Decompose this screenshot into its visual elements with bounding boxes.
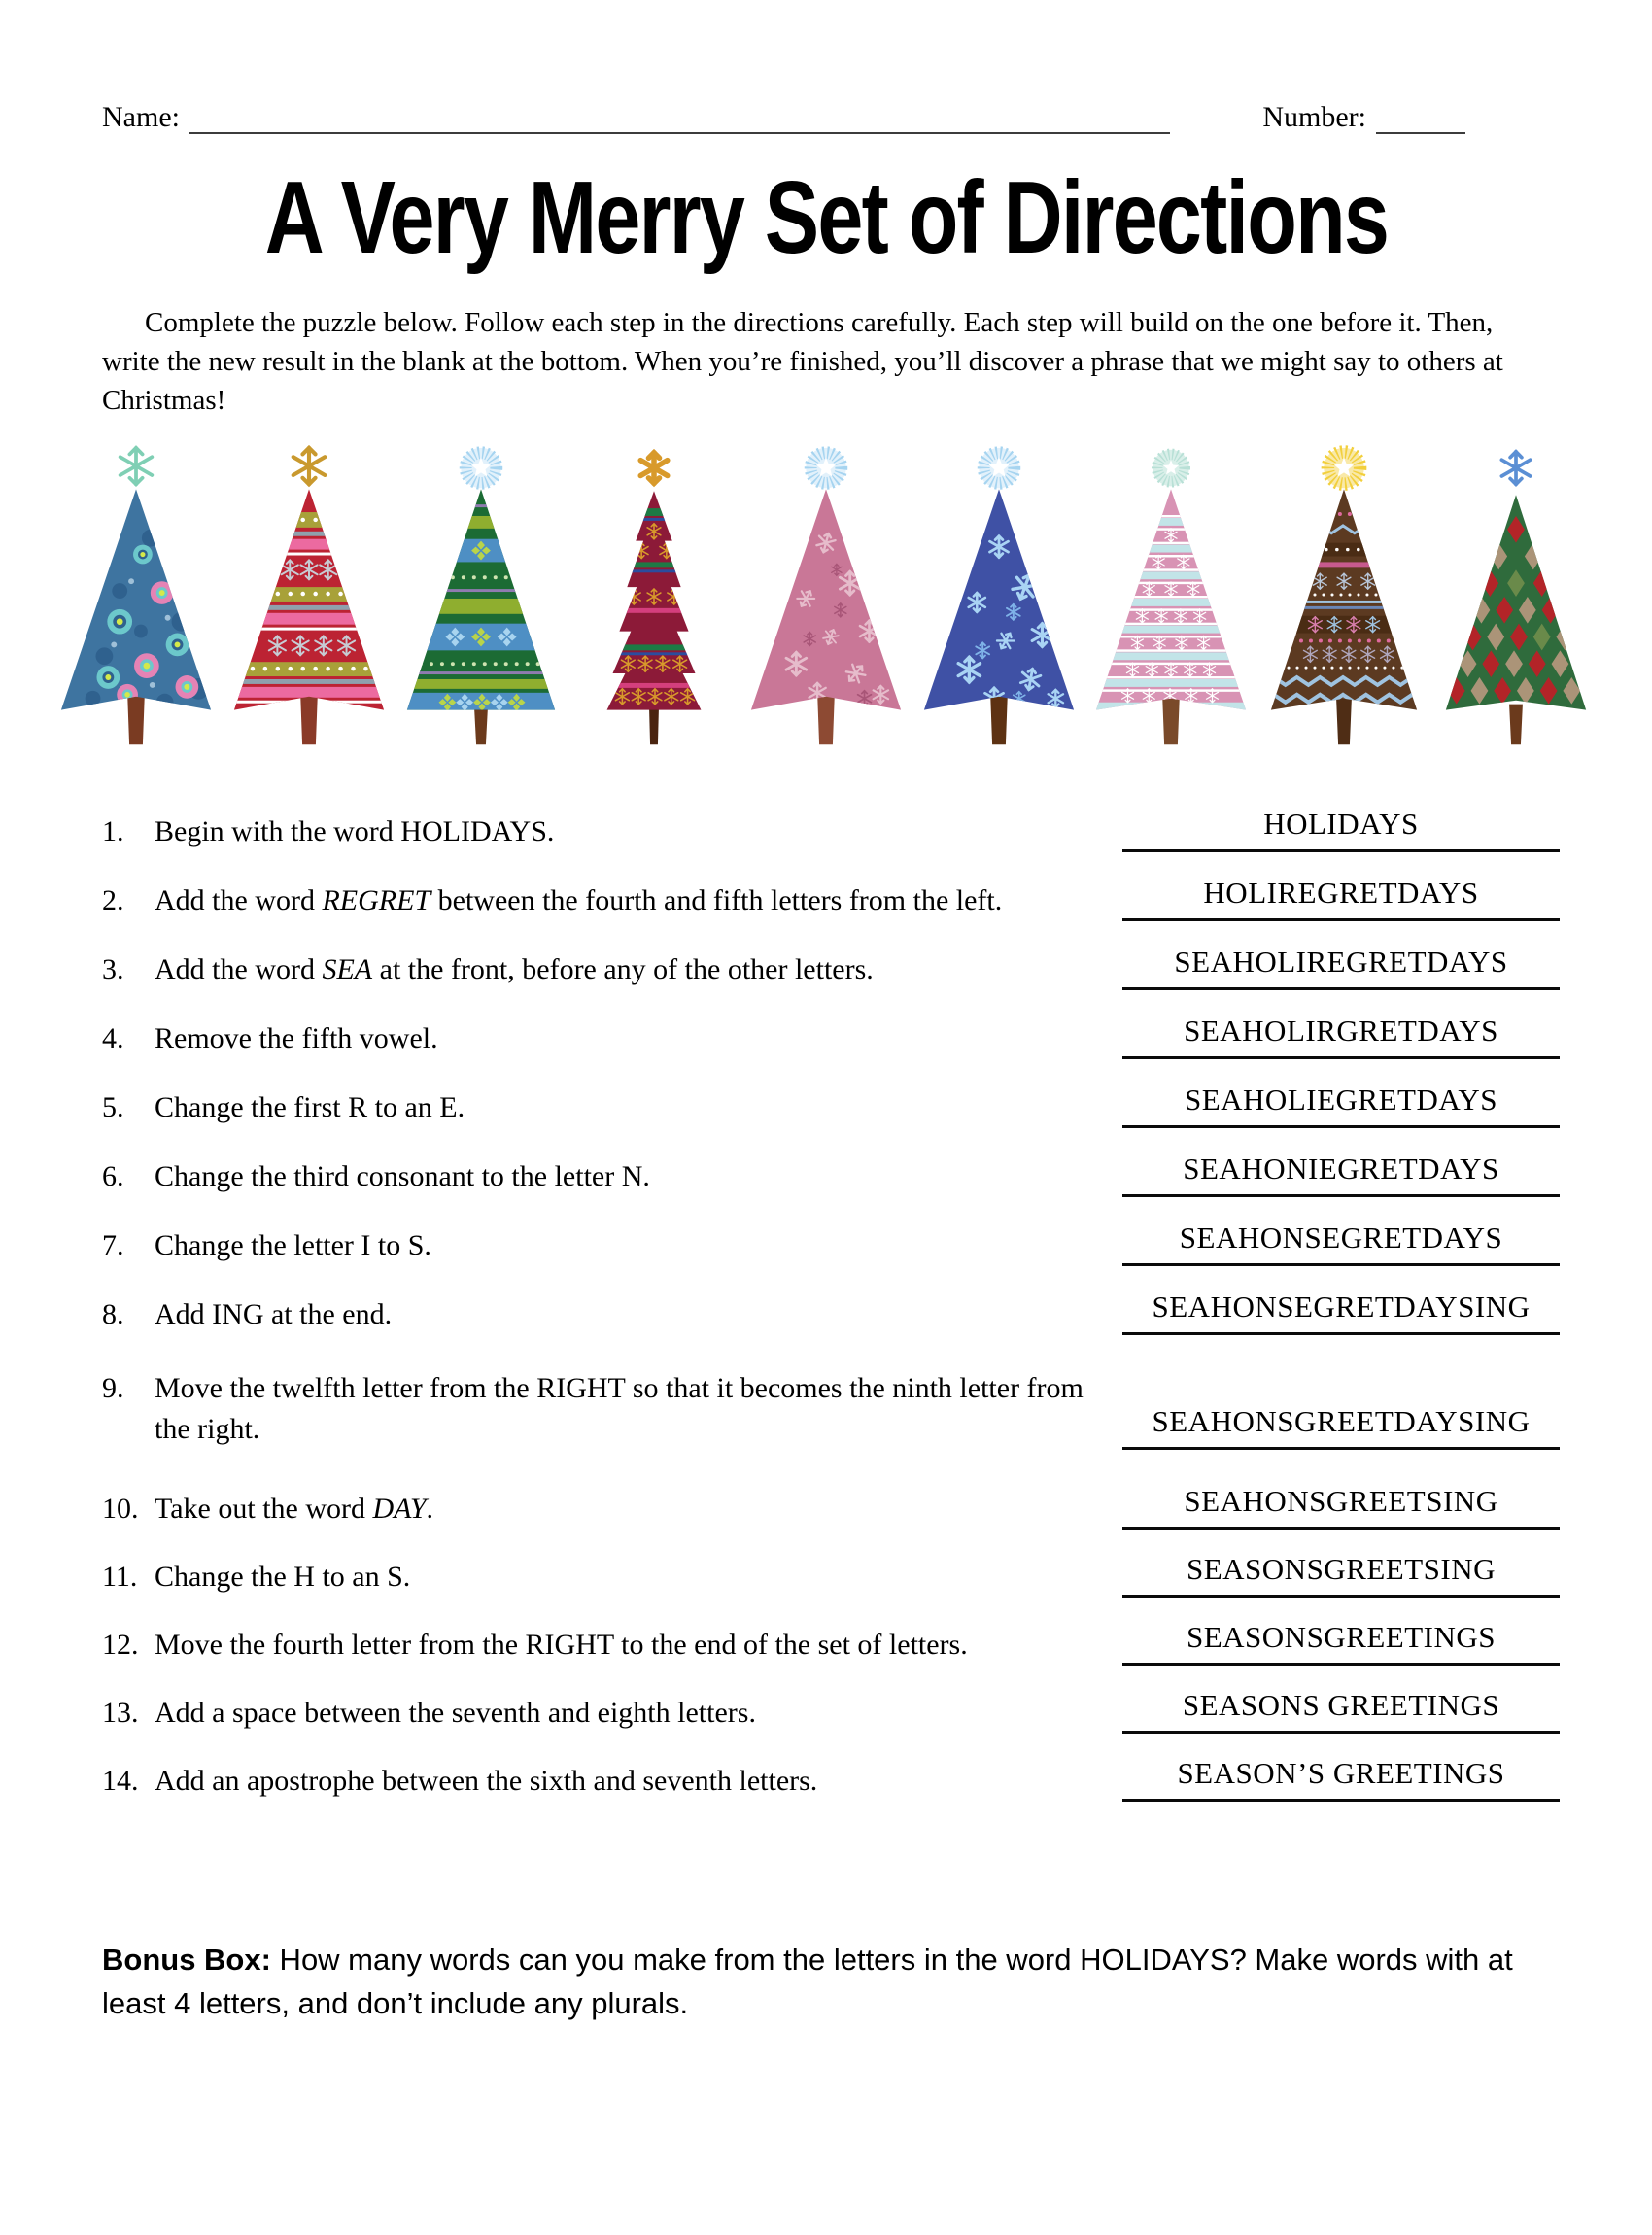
page-title [0, 160, 1652, 276]
step-text-1: 1. Begin with the word HOLIDAYS. [102, 811, 1122, 852]
step-row-4 [102, 990, 1560, 1059]
step-number: 3. [102, 952, 124, 985]
answer-blank-11: SEASONSGREETSING [1122, 1552, 1560, 1598]
answer-blank-3: SEAHOLIREGRETDAYS [1122, 945, 1560, 990]
tree-argyle [1434, 445, 1598, 748]
step-row-10 [102, 1450, 1560, 1530]
step-text-3: 3. Add the word SEA at the front, before any of the other letters. [102, 949, 1122, 990]
answer-blank-6: SEAHONIEGRETDAYS [1122, 1152, 1560, 1197]
header-row [102, 97, 1465, 134]
step-row-9 [102, 1335, 1560, 1450]
name-blank [189, 97, 1170, 134]
answer-blank-12: SEASONSGREETINGS [1122, 1620, 1560, 1666]
step-row-7 [102, 1197, 1560, 1266]
step-row-1 [102, 783, 1560, 852]
answer-blank-7: SEAHONSEGRETDAYS [1122, 1221, 1560, 1266]
step-row-13 [102, 1666, 1560, 1734]
worksheet-page [0, 97, 1652, 2235]
bonus-box [102, 1938, 1550, 2025]
tree-pink-striped [1089, 445, 1253, 748]
step-number: 5. [102, 1090, 124, 1123]
step-number: 6. [102, 1159, 124, 1192]
number-blank [1376, 97, 1465, 134]
step-row-6 [102, 1128, 1560, 1197]
christmas-trees-banner [54, 443, 1598, 748]
step-number: 8. [102, 1297, 124, 1330]
step-number: 2. [102, 883, 124, 916]
step-number: 14. [102, 1764, 139, 1797]
tree-indigo-snowflakes [917, 445, 1081, 748]
step-row-5 [102, 1059, 1560, 1128]
number-label: Number: [1262, 101, 1366, 133]
step-number: 9. [102, 1371, 124, 1404]
step-text-7: 7. Change the letter I to S. [102, 1225, 1122, 1266]
answer-blank-8: SEAHONSEGRETDAYSING [1122, 1289, 1560, 1335]
step-number: 4. [102, 1021, 124, 1054]
step-text-8: 8. Add ING at the end. [102, 1294, 1122, 1335]
step-text-6: 6. Change the third consonant to the letter N. [102, 1156, 1122, 1197]
step-row-8 [102, 1266, 1560, 1335]
step-text-13: 13. Add a space between the seventh and eighth letters. [102, 1693, 1122, 1734]
name-label: Name: [102, 101, 180, 133]
answer-blank-2: HOLIREGRETDAYS [1122, 876, 1560, 921]
answer-blank-9: SEAHONSGREETDAYSING [1122, 1404, 1560, 1450]
instructions-paragraph: Complete the puzzle below. Follow each step in the directions carefully. Each step will build on the one before it. Then, write the new result in the blank at the bottom. When you’re finished, you’ll discover a phrase that we might say to others at Christmas! [102, 306, 1503, 416]
directions-list [102, 783, 1560, 1802]
answer-blank-13: SEASONS GREETINGS [1122, 1688, 1560, 1734]
step-text-12: 12. Move the fourth letter from the RIGHT to the end of the set of letters. [102, 1625, 1122, 1666]
step-text-4: 4. Remove the fifth vowel. [102, 1018, 1122, 1059]
bonus-label: Bonus Box: [102, 1942, 271, 1977]
bonus-text: How many words can you make from the letters in the word HOLIDAYS? Make words with at least 4 letters, and don’t include any plurals. [102, 1942, 1513, 2020]
tree-blue-ornaments [54, 445, 218, 748]
tree-maroon-tiered [572, 445, 736, 748]
step-number: 12. [102, 1628, 139, 1661]
step-number: 1. [102, 814, 124, 847]
page-title-text: A Very Merry Set of Directions [264, 160, 1388, 276]
step-text-9: 9. Move the twelfth letter from the RIGHT so that it becomes the ninth letter from the right. [102, 1368, 1122, 1450]
tree-brown-pattern [1262, 445, 1426, 748]
step-row-2 [102, 852, 1560, 921]
step-number: 13. [102, 1696, 139, 1729]
answer-blank-14: SEASON’S GREETINGS [1122, 1756, 1560, 1802]
step-row-3 [102, 921, 1560, 990]
step-row-12 [102, 1598, 1560, 1666]
step-number: 7. [102, 1228, 124, 1261]
tree-green-striped [399, 445, 563, 748]
step-text-11: 11. Change the H to an S. [102, 1557, 1122, 1598]
step-number: 10. [102, 1492, 139, 1525]
snowflake-topper-icon [293, 448, 325, 485]
answer-blank-10: SEAHONSGREETSING [1122, 1484, 1560, 1530]
answer-blank-5: SEAHOLIEGRETDAYS [1122, 1083, 1560, 1128]
tree-red-striped [227, 445, 391, 748]
step-text-5: 5. Change the first R to an E. [102, 1087, 1122, 1128]
step-text-2: 2. Add the word REGRET between the fourth and fifth letters from the left. [102, 880, 1122, 921]
answer-blank-4: SEAHOLIRGRETDAYS [1122, 1014, 1560, 1059]
tree-pink-snowflakes [744, 445, 908, 748]
step-number: 11. [102, 1560, 138, 1593]
step-row-14 [102, 1734, 1560, 1802]
snowflake-topper-icon [1501, 452, 1530, 485]
snowflake-topper-icon [120, 448, 153, 485]
step-text-10: 10. Take out the word DAY. [102, 1489, 1122, 1530]
step-row-11 [102, 1530, 1560, 1598]
step-text-14: 14. Add an apostrophe between the sixth and seventh letters. [102, 1761, 1122, 1802]
answer-blank-1: HOLIDAYS [1122, 807, 1560, 852]
